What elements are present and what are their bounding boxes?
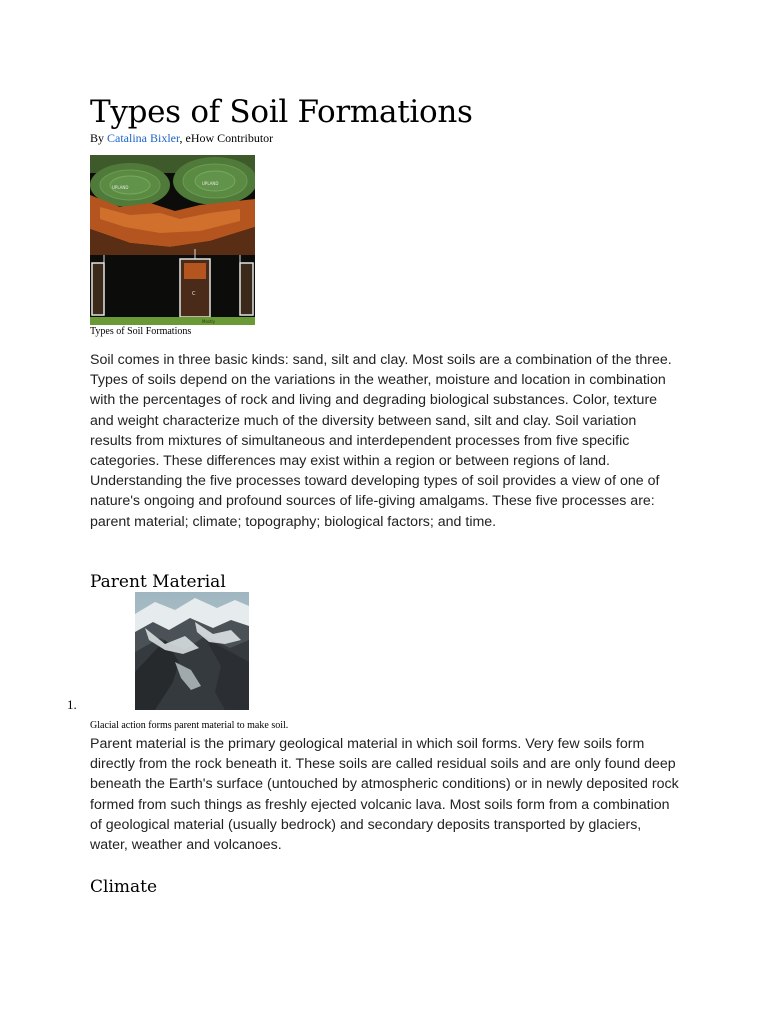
svg-text:UPLAND: UPLAND (112, 185, 129, 190)
section-heading-climate: Climate (90, 877, 158, 897)
svg-text:C: C (192, 291, 196, 297)
svg-text:Mostly: Mostly (202, 319, 216, 324)
soil-formation-diagram-image (90, 155, 255, 325)
author-link[interactable]: Catalina Bixler (107, 131, 180, 145)
intro-paragraph: Soil comes in three basic kinds: sand, silt and clay. Most soils are a combination of the three. Types of soils depend on the variations in the weather, moisture and location in combination with the percentages of rock and living and degrading biological substances. Color, texture and weight characterize much of the diversity between sand, silt and clay. Soil variation results from mixtures of simultaneous and interdependent processes from five specific categories. These differences may exist within a region or between regions of land. Understanding the five processes toward developing types of soil provides a view of one of nature's ongoing and profound sources of life-giving amalgams. These five processes are: parent material; climate; topography; biological factors; and time. (90, 352, 672, 530)
parent-material-paragraph: Parent material is the primary geological material in which soil forms. Very few soils form directly from the rock beneath it. These soils are called residual soils and are only found deep beneath the Earth's surface (untouched by atmospheric conditions) or in newly deposited rock formed from such things as freshly ejected volcanic lava. Most soils form from a combination of geological material (usually bedrock) and secondary deposits transported by glaciers, water, weather and volcanoes. (90, 736, 679, 854)
hero-image-caption: Types of Soil Formations (90, 326, 192, 337)
page-title: Types of Soil Formations (90, 94, 473, 130)
byline-prefix: By (90, 131, 108, 145)
byline (90, 130, 273, 146)
byline-suffix: , eHow Contributor (179, 131, 274, 145)
glacier-mountain-image (135, 592, 249, 710)
mountain-image-caption: Glacial action forms parent material to make soil. (90, 720, 289, 731)
svg-text:UPLAND: UPLAND (202, 181, 219, 186)
list-number: 1. (67, 697, 77, 712)
section-heading-parent-material: Parent Material (90, 572, 226, 592)
